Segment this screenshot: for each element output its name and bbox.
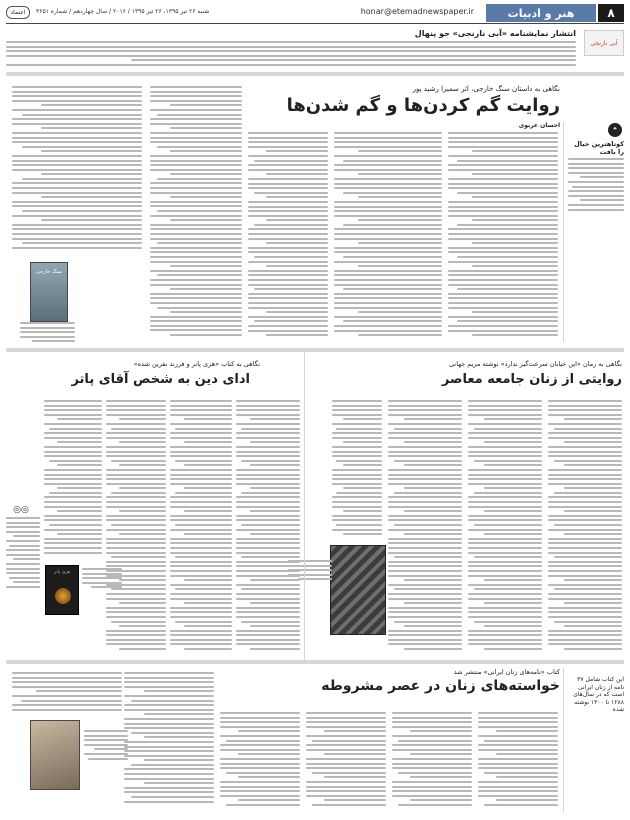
quote-icon: ❝ <box>608 123 622 137</box>
book-cover-emblem <box>55 588 71 604</box>
book-cover-image <box>30 262 68 322</box>
announcement-title: انتشار نمایشنامه «آبی نارنجی» جو پنهال <box>414 29 576 38</box>
story2-headline: روایتی از زنان جامعه معاصر <box>441 372 622 387</box>
story2-kicker: نگاهی به رمان «این خیابان سرعت‌گیر ندارد» نوشته مریم جهانی <box>448 360 622 368</box>
page-header <box>6 4 624 22</box>
story2-column-2 <box>468 400 542 655</box>
date-line: شنبه ۲۶ تیر ۱۳۹۵، ۲۶ تیر ۱۳۹۵ / ۲۰۱۶ / سال چهاردهم / شماره ۳۶۵۱ <box>36 8 210 15</box>
story2-column-1 <box>548 400 622 655</box>
newspaper-logo: اعتماد <box>6 6 30 19</box>
header-rule <box>6 23 624 24</box>
story1-column-4 <box>150 86 242 342</box>
story3-column-2 <box>170 400 232 655</box>
story1-author: احسان عربوی <box>518 122 560 129</box>
story4-column-6 <box>12 672 122 716</box>
story4-column-2 <box>392 712 472 812</box>
page-number: ۸ <box>598 4 624 22</box>
story1-headline: روایت گم کردن‌ها و گم شدن‌ها <box>286 95 560 116</box>
story4-headline: خواسته‌های زنان در عصر مشروطه <box>321 678 560 694</box>
story4-side-text: این کتاب شامل ۳۷ نامه از زنان ایرانی است که در سال‌های ۱۲۸۸ تا ۱۳۰۰ نوشته شده <box>573 676 624 713</box>
story1-side-title: کوتاهترین خیال را بافت <box>574 140 624 157</box>
story3-headline: ادای دین به شخص آقای پاتر <box>71 372 250 387</box>
section-divider <box>6 660 624 664</box>
column-divider <box>563 668 564 813</box>
announcement-text <box>6 41 576 67</box>
book-details <box>20 322 75 344</box>
book-details <box>84 730 128 764</box>
book-cover-image <box>30 720 80 790</box>
story4-column-1 <box>478 712 558 812</box>
story3-side-text <box>6 517 40 597</box>
story3-column-3 <box>106 400 166 655</box>
column-divider <box>304 352 305 662</box>
story1-column-3 <box>248 132 328 342</box>
story4-column-3 <box>306 712 386 812</box>
book-cover-image <box>45 565 79 615</box>
story2-column-3 <box>388 400 462 655</box>
section-email[interactable]: honar@etemadnewspaper.ir <box>360 7 474 16</box>
story1-column-5 <box>12 86 142 256</box>
story4-column-5 <box>124 672 214 812</box>
story4-kicker: کتاب «نامه‌های زنان ایرانی» منتشر شد <box>453 668 560 676</box>
announcement-box <box>6 27 624 69</box>
glasses-icon: ◎◎ <box>13 505 29 515</box>
book-cover-image <box>330 545 386 635</box>
story1-column-1 <box>448 132 558 342</box>
book-cover-title: هری پاتر <box>53 570 71 575</box>
book-details <box>82 568 122 594</box>
announcement-logo: آبی نارنجی <box>584 30 624 56</box>
section-divider <box>6 348 624 352</box>
story1-kicker: نگاهی به داستان سنگ خارجی، اثر سمیرا رشید پور <box>412 85 560 93</box>
story3-column-4 <box>44 400 102 560</box>
story3-kicker: نگاهی به کتاب «هری پاتر و فرزند نفرین شده» <box>133 360 260 368</box>
story1-column-2 <box>334 132 442 342</box>
column-divider <box>563 122 564 342</box>
section-title: هنر و ادبیات <box>486 4 596 22</box>
story3-column-1 <box>236 400 300 655</box>
story1-side-text <box>568 158 624 218</box>
book-cover-title: سنگ خارجی <box>35 269 63 275</box>
story4-column-4 <box>220 712 300 812</box>
story2-column-4 <box>332 400 382 540</box>
section-divider <box>6 72 624 76</box>
